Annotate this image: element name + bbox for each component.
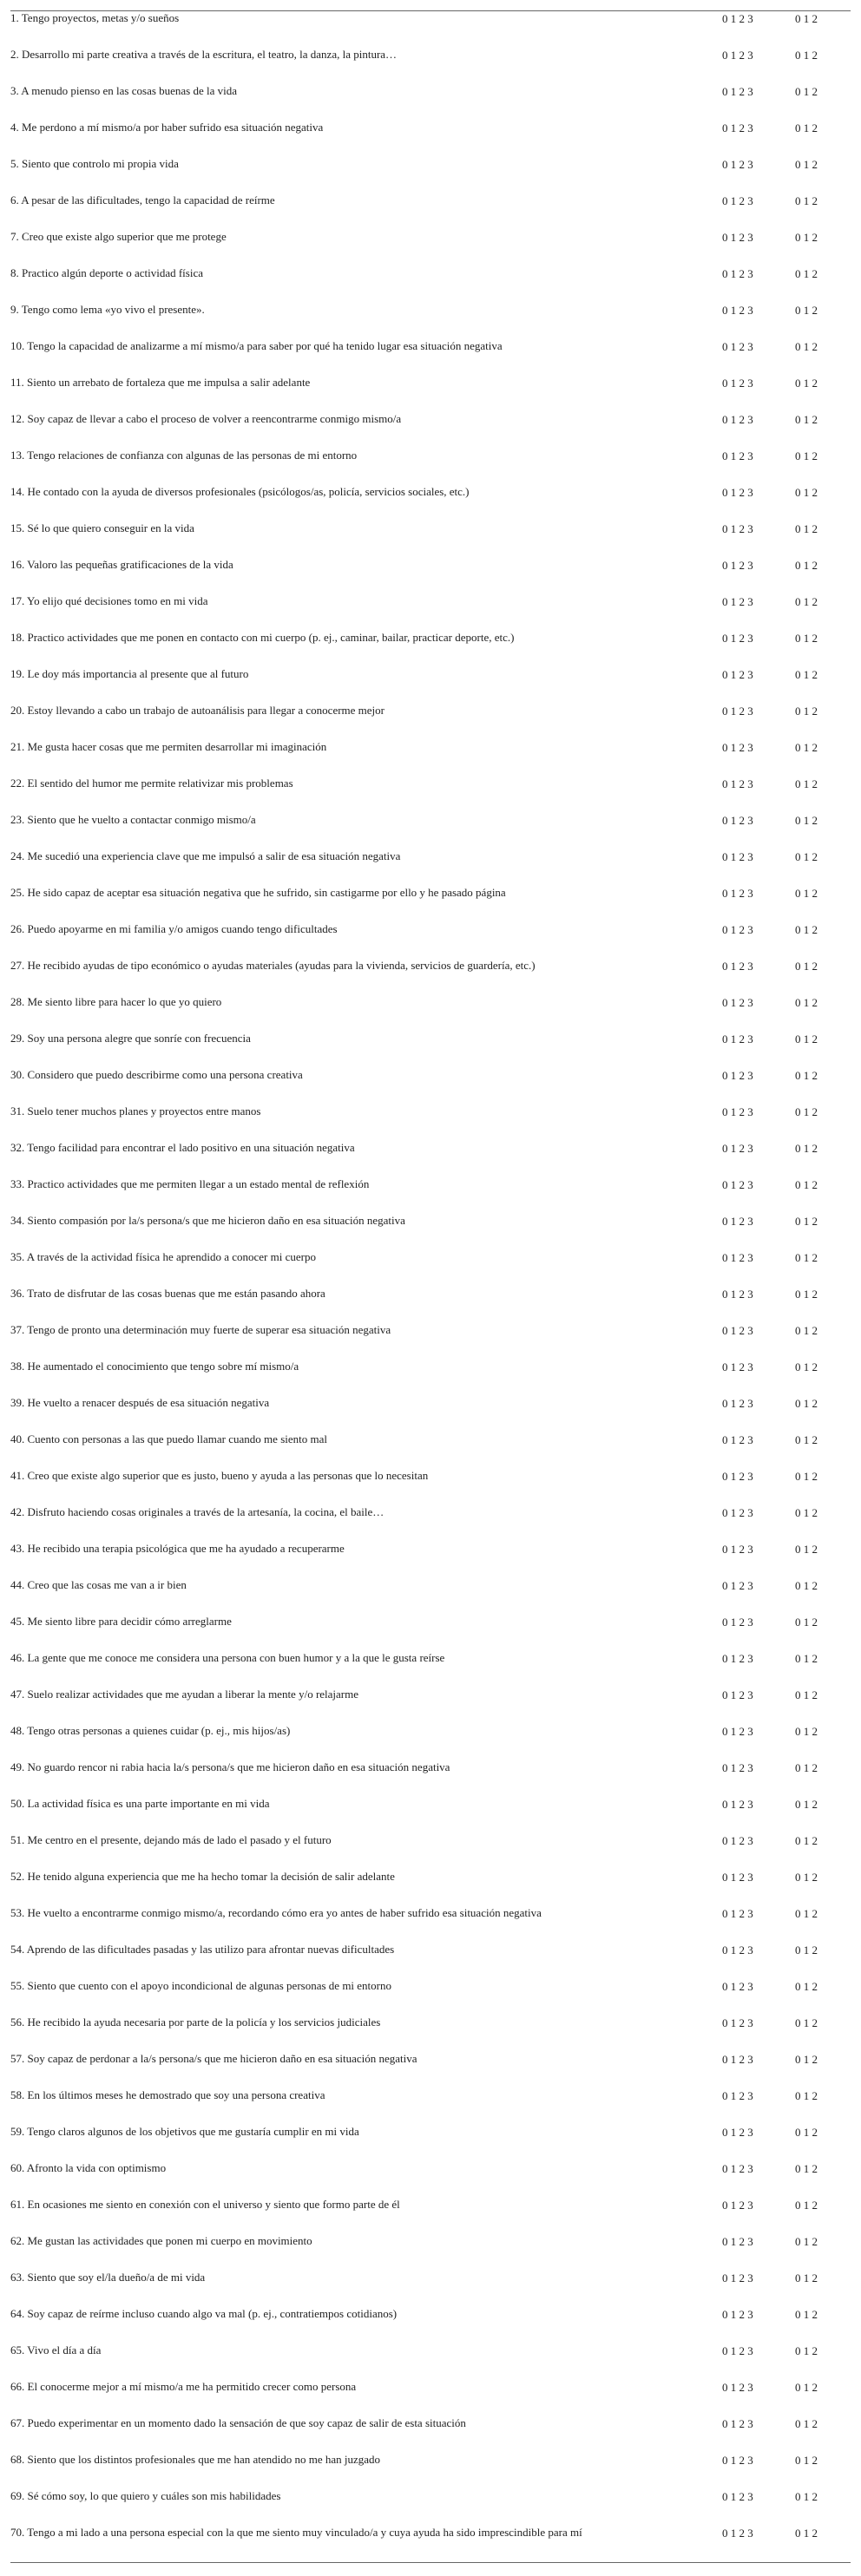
response-scale-0-3: 0 1 2 3 bbox=[722, 2271, 753, 2284]
item-statement: 24. Me sucedió una experiencia clave que me impulsó a salir de esa situación negativa bbox=[10, 849, 401, 862]
item-statement: 35. A través de la actividad física he aprendido a conocer mi cuerpo bbox=[10, 1250, 316, 1263]
item-statement: 11. Siento un arrebato de fortaleza que me impulsa a salir adelante bbox=[10, 376, 311, 389]
response-scale-0-2: 0 1 2 bbox=[795, 1543, 818, 1556]
response-scale-0-2: 0 1 2 bbox=[795, 2490, 818, 2503]
table-row bbox=[10, 740, 851, 777]
response-scale-0-3: 0 1 2 3 bbox=[722, 2308, 753, 2321]
response-scale-0-2: 0 1 2 bbox=[795, 668, 818, 681]
response-scale-0-2: 0 1 2 bbox=[795, 1324, 818, 1337]
response-scale-0-2: 0 1 2 bbox=[795, 486, 818, 499]
item-statement: 51. Me centro en el presente, dejando más de lado el pasado y el futuro bbox=[10, 1833, 332, 1846]
response-scale-0-2: 0 1 2 bbox=[795, 1834, 818, 1847]
response-scale-0-3: 0 1 2 3 bbox=[722, 996, 753, 1009]
response-scale-0-3: 0 1 2 3 bbox=[722, 2126, 753, 2139]
table-row bbox=[10, 631, 851, 667]
response-scale-0-2: 0 1 2 bbox=[795, 559, 818, 572]
response-scale-0-3: 0 1 2 3 bbox=[722, 1834, 753, 1847]
item-statement: 33. Practico actividades que me permiten llegar a un estado mental de reflexión bbox=[10, 1177, 370, 1190]
response-scale-0-2: 0 1 2 bbox=[795, 85, 818, 98]
questionnaire-body bbox=[10, 11, 851, 2563]
table-row bbox=[10, 2052, 851, 2088]
item-statement: 40. Cuento con personas a las que puedo llamar cuando me siento mal bbox=[10, 1432, 327, 1445]
response-scale-0-3: 0 1 2 3 bbox=[722, 595, 753, 608]
table-row bbox=[10, 2088, 851, 2125]
table-row bbox=[10, 11, 851, 48]
item-statement: 47. Suelo realizar actividades que me ayudan a liberar la mente y/o relajarme bbox=[10, 1688, 359, 1701]
table-row bbox=[10, 84, 851, 121]
response-scale-0-3: 0 1 2 3 bbox=[722, 850, 753, 863]
item-statement: 16. Valoro las pequeñas gratificaciones de la vida bbox=[10, 558, 233, 571]
table-row bbox=[10, 193, 851, 230]
table-row bbox=[10, 485, 851, 521]
response-scale-0-3: 0 1 2 3 bbox=[722, 1470, 753, 1483]
response-scale-0-2: 0 1 2 bbox=[795, 705, 818, 718]
response-scale-0-3: 0 1 2 3 bbox=[722, 1360, 753, 1373]
table-row bbox=[10, 230, 851, 266]
response-scale-0-2: 0 1 2 bbox=[795, 1360, 818, 1373]
response-scale-0-2: 0 1 2 bbox=[795, 923, 818, 936]
table-row bbox=[10, 1615, 851, 1651]
item-statement: 50. La actividad física es una parte importante en mi vida bbox=[10, 1797, 270, 1810]
bottom-rule bbox=[10, 2562, 851, 2563]
response-scale-0-3: 0 1 2 3 bbox=[722, 2381, 753, 2394]
response-scale-0-3: 0 1 2 3 bbox=[722, 449, 753, 462]
table-row bbox=[10, 48, 851, 84]
response-scale-0-3: 0 1 2 3 bbox=[722, 12, 753, 25]
table-row bbox=[10, 2343, 851, 2380]
item-statement: 66. El conocerme mejor a mí mismo/a me ha permitido crecer como persona bbox=[10, 2380, 357, 2393]
item-statement: 9. Tengo como lema «yo vivo el presente». bbox=[10, 303, 205, 316]
table-row bbox=[10, 1104, 851, 1141]
table-row bbox=[10, 1651, 851, 1688]
table-row bbox=[10, 849, 851, 886]
item-statement: 38. He aumentado el conocimiento que tengo sobre mí mismo/a bbox=[10, 1360, 299, 1373]
response-scale-0-2: 0 1 2 bbox=[795, 996, 818, 1009]
response-scale-0-3: 0 1 2 3 bbox=[722, 340, 753, 353]
response-scale-0-2: 0 1 2 bbox=[795, 377, 818, 390]
response-scale-0-2: 0 1 2 bbox=[795, 231, 818, 244]
response-scale-0-3: 0 1 2 3 bbox=[722, 1871, 753, 1884]
table-row bbox=[10, 1323, 851, 1360]
table-row bbox=[10, 2416, 851, 2453]
response-scale-0-2: 0 1 2 bbox=[795, 2053, 818, 2066]
response-scale-0-3: 0 1 2 3 bbox=[722, 1652, 753, 1665]
item-statement: 57. Soy capaz de perdonar a la/s persona/s que me hicieron daño en esa situación negativa bbox=[10, 2052, 417, 2065]
table-row bbox=[10, 995, 851, 1032]
table-row bbox=[10, 704, 851, 740]
table-row bbox=[10, 1578, 851, 1615]
item-statement: 49. No guardo rencor ni rabia hacia la/s persona/s que me hicieron daño en esa situación negativa bbox=[10, 1760, 450, 1773]
response-scale-0-3: 0 1 2 3 bbox=[722, 741, 753, 754]
item-statement: 67. Puedo experimentar en un momento dado la sensación de que soy capaz de salir de esta situación bbox=[10, 2416, 466, 2429]
response-scale-0-3: 0 1 2 3 bbox=[722, 705, 753, 718]
response-scale-0-3: 0 1 2 3 bbox=[722, 1288, 753, 1301]
table-row bbox=[10, 2307, 851, 2343]
response-scale-0-3: 0 1 2 3 bbox=[722, 1324, 753, 1337]
response-scale-0-3: 0 1 2 3 bbox=[722, 1725, 753, 1738]
response-scale-0-3: 0 1 2 3 bbox=[722, 158, 753, 171]
table-row bbox=[10, 521, 851, 558]
table-row bbox=[10, 1396, 851, 1432]
response-scale-0-3: 0 1 2 3 bbox=[722, 121, 753, 134]
item-statement: 1. Tengo proyectos, metas y/o sueños bbox=[10, 11, 180, 24]
item-statement: 42. Disfruto haciendo cosas originales a través de la artesanía, la cocina, el baile… bbox=[10, 1505, 384, 1518]
item-statement: 69. Sé cómo soy, lo que quiero y cuáles son mis habilidades bbox=[10, 2489, 281, 2502]
response-scale-0-2: 0 1 2 bbox=[795, 1980, 818, 1993]
table-row bbox=[10, 449, 851, 485]
response-scale-0-2: 0 1 2 bbox=[795, 1142, 818, 1155]
response-scale-0-2: 0 1 2 bbox=[795, 267, 818, 280]
response-scale-0-2: 0 1 2 bbox=[795, 814, 818, 827]
table-row bbox=[10, 558, 851, 594]
table-row bbox=[10, 2489, 851, 2526]
item-statement: 41. Creo que existe algo superior que es justo, bueno y ayuda a las personas que lo necesitan bbox=[10, 1469, 429, 1482]
questionnaire-table bbox=[10, 10, 851, 2563]
response-scale-0-2: 0 1 2 bbox=[795, 1105, 818, 1118]
response-scale-0-2: 0 1 2 bbox=[795, 1178, 818, 1191]
table-row bbox=[10, 157, 851, 193]
response-scale-0-2: 0 1 2 bbox=[795, 121, 818, 134]
table-row bbox=[10, 303, 851, 339]
response-scale-0-3: 0 1 2 3 bbox=[722, 231, 753, 244]
item-statement: 54. Aprendo de las dificultades pasadas y las utilizo para afrontar nuevas dificultades bbox=[10, 1943, 395, 1956]
response-scale-0-3: 0 1 2 3 bbox=[722, 486, 753, 499]
response-scale-0-2: 0 1 2 bbox=[795, 12, 818, 25]
table-row bbox=[10, 1760, 851, 1797]
response-scale-0-3: 0 1 2 3 bbox=[722, 2089, 753, 2102]
table-row bbox=[10, 959, 851, 995]
table-row bbox=[10, 1432, 851, 1469]
item-statement: 29. Soy una persona alegre que sonríe con frecuencia bbox=[10, 1032, 251, 1045]
item-statement: 59. Tengo claros algunos de los objetivos que me gustaría cumplir en mi vida bbox=[10, 2125, 359, 2138]
response-scale-0-2: 0 1 2 bbox=[795, 960, 818, 973]
item-statement: 13. Tengo relaciones de confianza con algunas de las personas de mi entorno bbox=[10, 449, 358, 462]
response-scale-0-3: 0 1 2 3 bbox=[722, 1616, 753, 1629]
response-scale-0-2: 0 1 2 bbox=[795, 522, 818, 535]
response-scale-0-2: 0 1 2 bbox=[795, 304, 818, 317]
item-statement: 20. Estoy llevando a cabo un trabajo de autoanálisis para llegar a conocerme mejor bbox=[10, 704, 384, 717]
table-row bbox=[10, 1032, 851, 1068]
response-scale-0-3: 0 1 2 3 bbox=[722, 1907, 753, 1920]
item-statement: 21. Me gusta hacer cosas que me permiten desarrollar mi imaginación bbox=[10, 740, 327, 753]
response-scale-0-3: 0 1 2 3 bbox=[722, 1980, 753, 1993]
response-scale-0-2: 0 1 2 bbox=[795, 741, 818, 754]
table-row bbox=[10, 1797, 851, 1833]
item-statement: 25. He sido capaz de aceptar esa situación negativa que he sufrido, sin castigarme por ello y he pasado página bbox=[10, 886, 506, 899]
response-scale-0-3: 0 1 2 3 bbox=[722, 522, 753, 535]
response-scale-0-3: 0 1 2 3 bbox=[722, 2417, 753, 2430]
response-scale-0-2: 0 1 2 bbox=[795, 2235, 818, 2248]
response-scale-0-3: 0 1 2 3 bbox=[722, 1579, 753, 1592]
table-row bbox=[10, 2526, 851, 2562]
response-scale-0-3: 0 1 2 3 bbox=[722, 1251, 753, 1264]
response-scale-0-2: 0 1 2 bbox=[795, 2016, 818, 2029]
response-scale-0-3: 0 1 2 3 bbox=[722, 413, 753, 426]
response-scale-0-2: 0 1 2 bbox=[795, 1907, 818, 1920]
table-row bbox=[10, 813, 851, 849]
response-scale-0-3: 0 1 2 3 bbox=[722, 1506, 753, 1519]
table-row bbox=[10, 1250, 851, 1287]
item-statement: 44. Creo que las cosas me van a ir bien bbox=[10, 1578, 187, 1591]
response-scale-0-3: 0 1 2 3 bbox=[722, 1142, 753, 1155]
response-scale-0-3: 0 1 2 3 bbox=[722, 814, 753, 827]
item-statement: 45. Me siento libre para decidir cómo arreglarme bbox=[10, 1615, 232, 1628]
item-statement: 56. He recibido la ayuda necesaria por parte de la policía y los servicios judiciales bbox=[10, 2016, 381, 2029]
table-row bbox=[10, 922, 851, 959]
table-row bbox=[10, 1833, 851, 1870]
item-statement: 31. Suelo tener muchos planes y proyectos entre manos bbox=[10, 1104, 261, 1118]
item-statement: 52. He tenido alguna experiencia que me ha hecho tomar la decisión de salir adelante bbox=[10, 1870, 395, 1883]
item-statement: 58. En los últimos meses he demostrado que soy una persona creativa bbox=[10, 2088, 325, 2101]
table-row bbox=[10, 412, 851, 449]
table-row bbox=[10, 121, 851, 157]
response-scale-0-2: 0 1 2 bbox=[795, 1652, 818, 1665]
table-row bbox=[10, 2016, 851, 2052]
response-scale-0-2: 0 1 2 bbox=[795, 2417, 818, 2430]
table-row bbox=[10, 1979, 851, 2016]
response-scale-0-3: 0 1 2 3 bbox=[722, 2016, 753, 2029]
item-statement: 10. Tengo la capacidad de analizarme a mí mismo/a para saber por qué ha tenido lugar esa situación negativa bbox=[10, 339, 503, 352]
table-row bbox=[10, 2125, 851, 2161]
table-row bbox=[10, 1724, 851, 1760]
response-scale-0-3: 0 1 2 3 bbox=[722, 2344, 753, 2357]
response-scale-0-2: 0 1 2 bbox=[795, 2381, 818, 2394]
response-scale-0-2: 0 1 2 bbox=[795, 1688, 818, 1701]
response-scale-0-3: 0 1 2 3 bbox=[722, 1543, 753, 1556]
response-scale-0-2: 0 1 2 bbox=[795, 632, 818, 645]
table-row bbox=[10, 886, 851, 922]
table-row bbox=[10, 1906, 851, 1943]
item-statement: 37. Tengo de pronto una determinación muy fuerte de superar esa situación negativa bbox=[10, 1323, 391, 1336]
table-row bbox=[10, 376, 851, 412]
response-scale-0-2: 0 1 2 bbox=[795, 777, 818, 790]
item-statement: 63. Siento que soy el/la dueño/a de mi vida bbox=[10, 2271, 206, 2284]
table-row bbox=[10, 1141, 851, 1177]
response-scale-0-3: 0 1 2 3 bbox=[722, 49, 753, 62]
item-statement: 23. Siento que he vuelto a contactar conmigo mismo/a bbox=[10, 813, 256, 826]
item-statement: 53. He vuelto a encontrarme conmigo mismo/a, recordando cómo era yo antes de haber sufrido esa situación negativa bbox=[10, 1906, 542, 1919]
response-scale-0-2: 0 1 2 bbox=[795, 1215, 818, 1228]
response-scale-0-2: 0 1 2 bbox=[795, 1433, 818, 1446]
response-scale-0-2: 0 1 2 bbox=[795, 2199, 818, 2212]
table-row bbox=[10, 1287, 851, 1323]
response-scale-0-3: 0 1 2 3 bbox=[722, 85, 753, 98]
response-scale-0-3: 0 1 2 3 bbox=[722, 1069, 753, 1082]
response-scale-0-3: 0 1 2 3 bbox=[722, 377, 753, 390]
response-scale-0-3: 0 1 2 3 bbox=[722, 1761, 753, 1774]
item-statement: 70. Tengo a mi lado a una persona especial con la que me siento muy vinculado/a y cuya ayuda ha sido imprescindible para mí bbox=[10, 2526, 582, 2539]
response-scale-0-3: 0 1 2 3 bbox=[722, 304, 753, 317]
response-scale-0-2: 0 1 2 bbox=[795, 1470, 818, 1483]
response-scale-0-3: 0 1 2 3 bbox=[722, 1215, 753, 1228]
item-statement: 3. A menudo pienso en las cosas buenas de la vida bbox=[10, 84, 238, 97]
response-scale-0-3: 0 1 2 3 bbox=[722, 2199, 753, 2212]
item-statement: 17. Yo elijo qué decisiones tomo en mi vida bbox=[10, 594, 208, 607]
item-statement: 8. Practico algún deporte o actividad física bbox=[10, 266, 204, 279]
table-row bbox=[10, 1943, 851, 1979]
response-scale-0-3: 0 1 2 3 bbox=[722, 632, 753, 645]
item-statement: 65. Vivo el día a día bbox=[10, 2343, 102, 2356]
table-row bbox=[10, 1542, 851, 1578]
item-statement: 28. Me siento libre para hacer lo que yo quiero bbox=[10, 995, 222, 1008]
item-statement: 34. Siento compasión por la/s persona/s que me hicieron daño en esa situación negativa bbox=[10, 1214, 405, 1227]
response-scale-0-2: 0 1 2 bbox=[795, 1288, 818, 1301]
item-statement: 55. Siento que cuento con el apoyo incondicional de algunas personas de mi entorno bbox=[10, 1979, 391, 1992]
response-scale-0-2: 0 1 2 bbox=[795, 2527, 818, 2540]
response-scale-0-2: 0 1 2 bbox=[795, 887, 818, 900]
table-row bbox=[10, 339, 851, 376]
response-scale-0-3: 0 1 2 3 bbox=[722, 668, 753, 681]
table-row bbox=[10, 1360, 851, 1396]
response-scale-0-2: 0 1 2 bbox=[795, 413, 818, 426]
response-scale-0-3: 0 1 2 3 bbox=[722, 1688, 753, 1701]
item-statement: 60. Afronto la vida con optimismo bbox=[10, 2161, 167, 2174]
item-statement: 61. En ocasiones me siento en conexión con el universo y siento que formo parte de él bbox=[10, 2198, 400, 2211]
table-row bbox=[10, 1214, 851, 1250]
response-scale-0-2: 0 1 2 bbox=[795, 1761, 818, 1774]
item-statement: 30. Considero que puedo describirme como una persona creativa bbox=[10, 1068, 303, 1081]
response-scale-0-2: 0 1 2 bbox=[795, 1943, 818, 1957]
response-scale-0-3: 0 1 2 3 bbox=[722, 1178, 753, 1191]
item-statement: 19. Le doy más importancia al presente que al futuro bbox=[10, 667, 249, 680]
response-scale-0-2: 0 1 2 bbox=[795, 850, 818, 863]
response-scale-0-2: 0 1 2 bbox=[795, 49, 818, 62]
table-row bbox=[10, 777, 851, 813]
response-scale-0-2: 0 1 2 bbox=[795, 2271, 818, 2284]
item-statement: 22. El sentido del humor me permite relativizar mis problemas bbox=[10, 777, 293, 790]
table-row bbox=[10, 1469, 851, 1505]
response-scale-0-2: 0 1 2 bbox=[795, 2089, 818, 2102]
response-scale-0-2: 0 1 2 bbox=[795, 1032, 818, 1045]
table-row bbox=[10, 1688, 851, 1724]
item-statement: 62. Me gustan las actividades que ponen mi cuerpo en movimiento bbox=[10, 2234, 312, 2247]
table-row bbox=[10, 1177, 851, 1214]
response-scale-0-3: 0 1 2 3 bbox=[722, 1105, 753, 1118]
item-statement: 46. La gente que me conoce me considera una persona con buen humor y a la que le gusta reírse bbox=[10, 1651, 445, 1664]
response-scale-0-2: 0 1 2 bbox=[795, 158, 818, 171]
response-scale-0-2: 0 1 2 bbox=[795, 1871, 818, 1884]
response-scale-0-3: 0 1 2 3 bbox=[722, 1032, 753, 1045]
response-scale-0-3: 0 1 2 3 bbox=[722, 1798, 753, 1811]
response-scale-0-2: 0 1 2 bbox=[795, 1725, 818, 1738]
response-scale-0-3: 0 1 2 3 bbox=[722, 194, 753, 207]
response-scale-0-2: 0 1 2 bbox=[795, 1616, 818, 1629]
item-statement: 39. He vuelto a renacer después de esa situación negativa bbox=[10, 1396, 270, 1409]
response-scale-0-3: 0 1 2 3 bbox=[722, 1433, 753, 1446]
response-scale-0-3: 0 1 2 3 bbox=[722, 923, 753, 936]
response-scale-0-3: 0 1 2 3 bbox=[722, 777, 753, 790]
item-statement: 43. He recibido una terapia psicológica que me ha ayudado a recuperarme bbox=[10, 1542, 345, 1555]
response-scale-0-3: 0 1 2 3 bbox=[722, 1397, 753, 1410]
table-row bbox=[10, 667, 851, 704]
item-statement: 5. Siento que controlo mi propia vida bbox=[10, 157, 179, 170]
response-scale-0-2: 0 1 2 bbox=[795, 2344, 818, 2357]
table-row bbox=[10, 1505, 851, 1542]
table-row bbox=[10, 2453, 851, 2489]
response-scale-0-2: 0 1 2 bbox=[795, 1798, 818, 1811]
item-statement: 7. Creo que existe algo superior que me protege bbox=[10, 230, 227, 243]
response-scale-0-2: 0 1 2 bbox=[795, 2308, 818, 2321]
response-scale-0-2: 0 1 2 bbox=[795, 2454, 818, 2467]
item-statement: 64. Soy capaz de reírme incluso cuando algo va mal (p. ej., contratiempos cotidianos) bbox=[10, 2307, 398, 2320]
table-row bbox=[10, 266, 851, 303]
response-scale-0-3: 0 1 2 3 bbox=[722, 2053, 753, 2066]
response-scale-0-2: 0 1 2 bbox=[795, 1397, 818, 1410]
item-statement: 48. Tengo otras personas a quienes cuidar (p. ej., mis hijos/as) bbox=[10, 1724, 291, 1737]
table-row bbox=[10, 2271, 851, 2307]
response-scale-0-3: 0 1 2 3 bbox=[722, 2235, 753, 2248]
item-statement: 6. A pesar de las dificultades, tengo la capacidad de reírme bbox=[10, 193, 275, 206]
response-scale-0-3: 0 1 2 3 bbox=[722, 2454, 753, 2467]
response-scale-0-2: 0 1 2 bbox=[795, 1251, 818, 1264]
item-statement: 12. Soy capaz de llevar a cabo el proceso de volver a reencontrarme conmigo mismo/a bbox=[10, 412, 402, 425]
table-row bbox=[10, 1068, 851, 1104]
response-scale-0-2: 0 1 2 bbox=[795, 1069, 818, 1082]
table-row bbox=[10, 1870, 851, 1906]
table-row bbox=[10, 2161, 851, 2198]
item-statement: 27. He recibido ayudas de tipo económico o ayudas materiales (ayudas para la vivienda, servicios de guardería, etc.) bbox=[10, 959, 536, 972]
response-scale-0-3: 0 1 2 3 bbox=[722, 267, 753, 280]
item-statement: 2. Desarrollo mi parte creativa a través de la escritura, el teatro, la danza, la pintura… bbox=[10, 48, 398, 61]
table-row bbox=[10, 594, 851, 631]
item-statement: 4. Me perdono a mí mismo/a por haber sufrido esa situación negativa bbox=[10, 121, 324, 134]
response-scale-0-3: 0 1 2 3 bbox=[722, 2527, 753, 2540]
response-scale-0-2: 0 1 2 bbox=[795, 1506, 818, 1519]
item-statement: 18. Practico actividades que me ponen en contacto con mi cuerpo (p. ej., caminar, bailar, practicar deporte, etc.) bbox=[10, 631, 515, 644]
table-row bbox=[10, 2380, 851, 2416]
response-scale-0-2: 0 1 2 bbox=[795, 2126, 818, 2139]
response-scale-0-2: 0 1 2 bbox=[795, 449, 818, 462]
response-scale-0-3: 0 1 2 3 bbox=[722, 1943, 753, 1957]
response-scale-0-3: 0 1 2 3 bbox=[722, 887, 753, 900]
response-scale-0-2: 0 1 2 bbox=[795, 595, 818, 608]
response-scale-0-2: 0 1 2 bbox=[795, 1579, 818, 1592]
response-scale-0-2: 0 1 2 bbox=[795, 340, 818, 353]
item-statement: 32. Tengo facilidad para encontrar el lado positivo en una situación negativa bbox=[10, 1141, 355, 1154]
response-scale-0-2: 0 1 2 bbox=[795, 194, 818, 207]
response-scale-0-3: 0 1 2 3 bbox=[722, 960, 753, 973]
response-scale-0-3: 0 1 2 3 bbox=[722, 559, 753, 572]
item-statement: 15. Sé lo que quiero conseguir en la vida bbox=[10, 521, 194, 534]
response-scale-0-2: 0 1 2 bbox=[795, 2162, 818, 2175]
response-scale-0-3: 0 1 2 3 bbox=[722, 2162, 753, 2175]
response-scale-0-3: 0 1 2 3 bbox=[722, 2490, 753, 2503]
item-statement: 14. He contado con la ayuda de diversos profesionales (psicólogos/as, policía, servicios sociales, etc.) bbox=[10, 485, 470, 498]
item-statement: 68. Siento que los distintos profesionales que me han atendido no me han juzgado bbox=[10, 2453, 381, 2466]
table-row bbox=[10, 2234, 851, 2271]
item-statement: 36. Trato de disfrutar de las cosas buenas que me están pasando ahora bbox=[10, 1287, 325, 1300]
table-row bbox=[10, 2198, 851, 2234]
item-statement: 26. Puedo apoyarme en mi familia y/o amigos cuando tengo dificultades bbox=[10, 922, 338, 935]
